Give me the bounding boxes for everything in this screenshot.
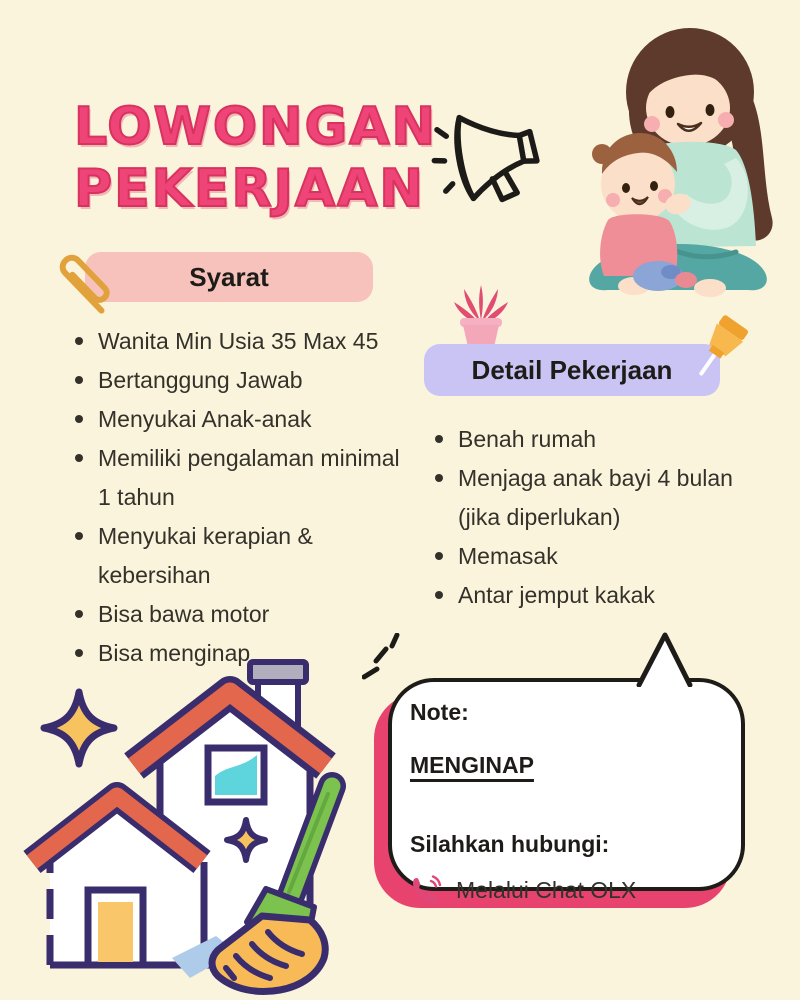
- list-item: Bisa bawa motor: [68, 595, 400, 634]
- contact-label: Silahkan hubungi:: [410, 831, 610, 857]
- title-line-1: LOWONGAN: [74, 97, 438, 157]
- pushpin-icon: [690, 314, 760, 386]
- syarat-list: [68, 322, 400, 673]
- title-line-2: PEKERJAAN: [74, 159, 425, 219]
- note-highlight: MENGINAP: [410, 752, 534, 778]
- list-item: Bertanggung Jawab: [68, 361, 400, 400]
- mother-and-baby-illustration: [538, 22, 794, 320]
- list-item: Memasak: [428, 537, 768, 576]
- list-item: Bisa menginap: [68, 634, 400, 673]
- speech-bubble-tail: [634, 629, 696, 687]
- houses-illustration: [22, 652, 352, 996]
- sparkle-icon: [44, 692, 114, 764]
- note-label: Note:: [410, 699, 469, 725]
- detail-list: [428, 420, 768, 615]
- contact-row: [410, 874, 710, 906]
- list-item: Menjaga anak bayi 4 bulan (jika diperlukan): [428, 459, 768, 537]
- phone-icon: [410, 874, 442, 906]
- emphasis-lines-icon: [362, 633, 404, 683]
- list-item: Benah rumah: [428, 420, 768, 459]
- contact-value: Melalui Chat OLX: [456, 876, 637, 903]
- list-item: Menyukai kerapian & kebersihan: [68, 517, 400, 595]
- potted-plant-icon: [446, 282, 516, 348]
- list-item: Memiliki pengalaman minimal 1 tahun: [68, 439, 400, 517]
- paperclip-icon: [50, 234, 130, 326]
- list-item: Antar jemput kakak: [428, 576, 768, 615]
- list-item: Menyukai Anak-anak: [68, 400, 400, 439]
- detail-heading: Detail Pekerjaan: [471, 354, 673, 385]
- syarat-heading: Syarat: [189, 261, 269, 292]
- page-title: [74, 96, 437, 220]
- note-content: [410, 699, 710, 906]
- list-item: Wanita Min Usia 35 Max 45: [68, 322, 400, 361]
- detail-section-badge: [424, 344, 720, 396]
- note-section: [372, 623, 764, 923]
